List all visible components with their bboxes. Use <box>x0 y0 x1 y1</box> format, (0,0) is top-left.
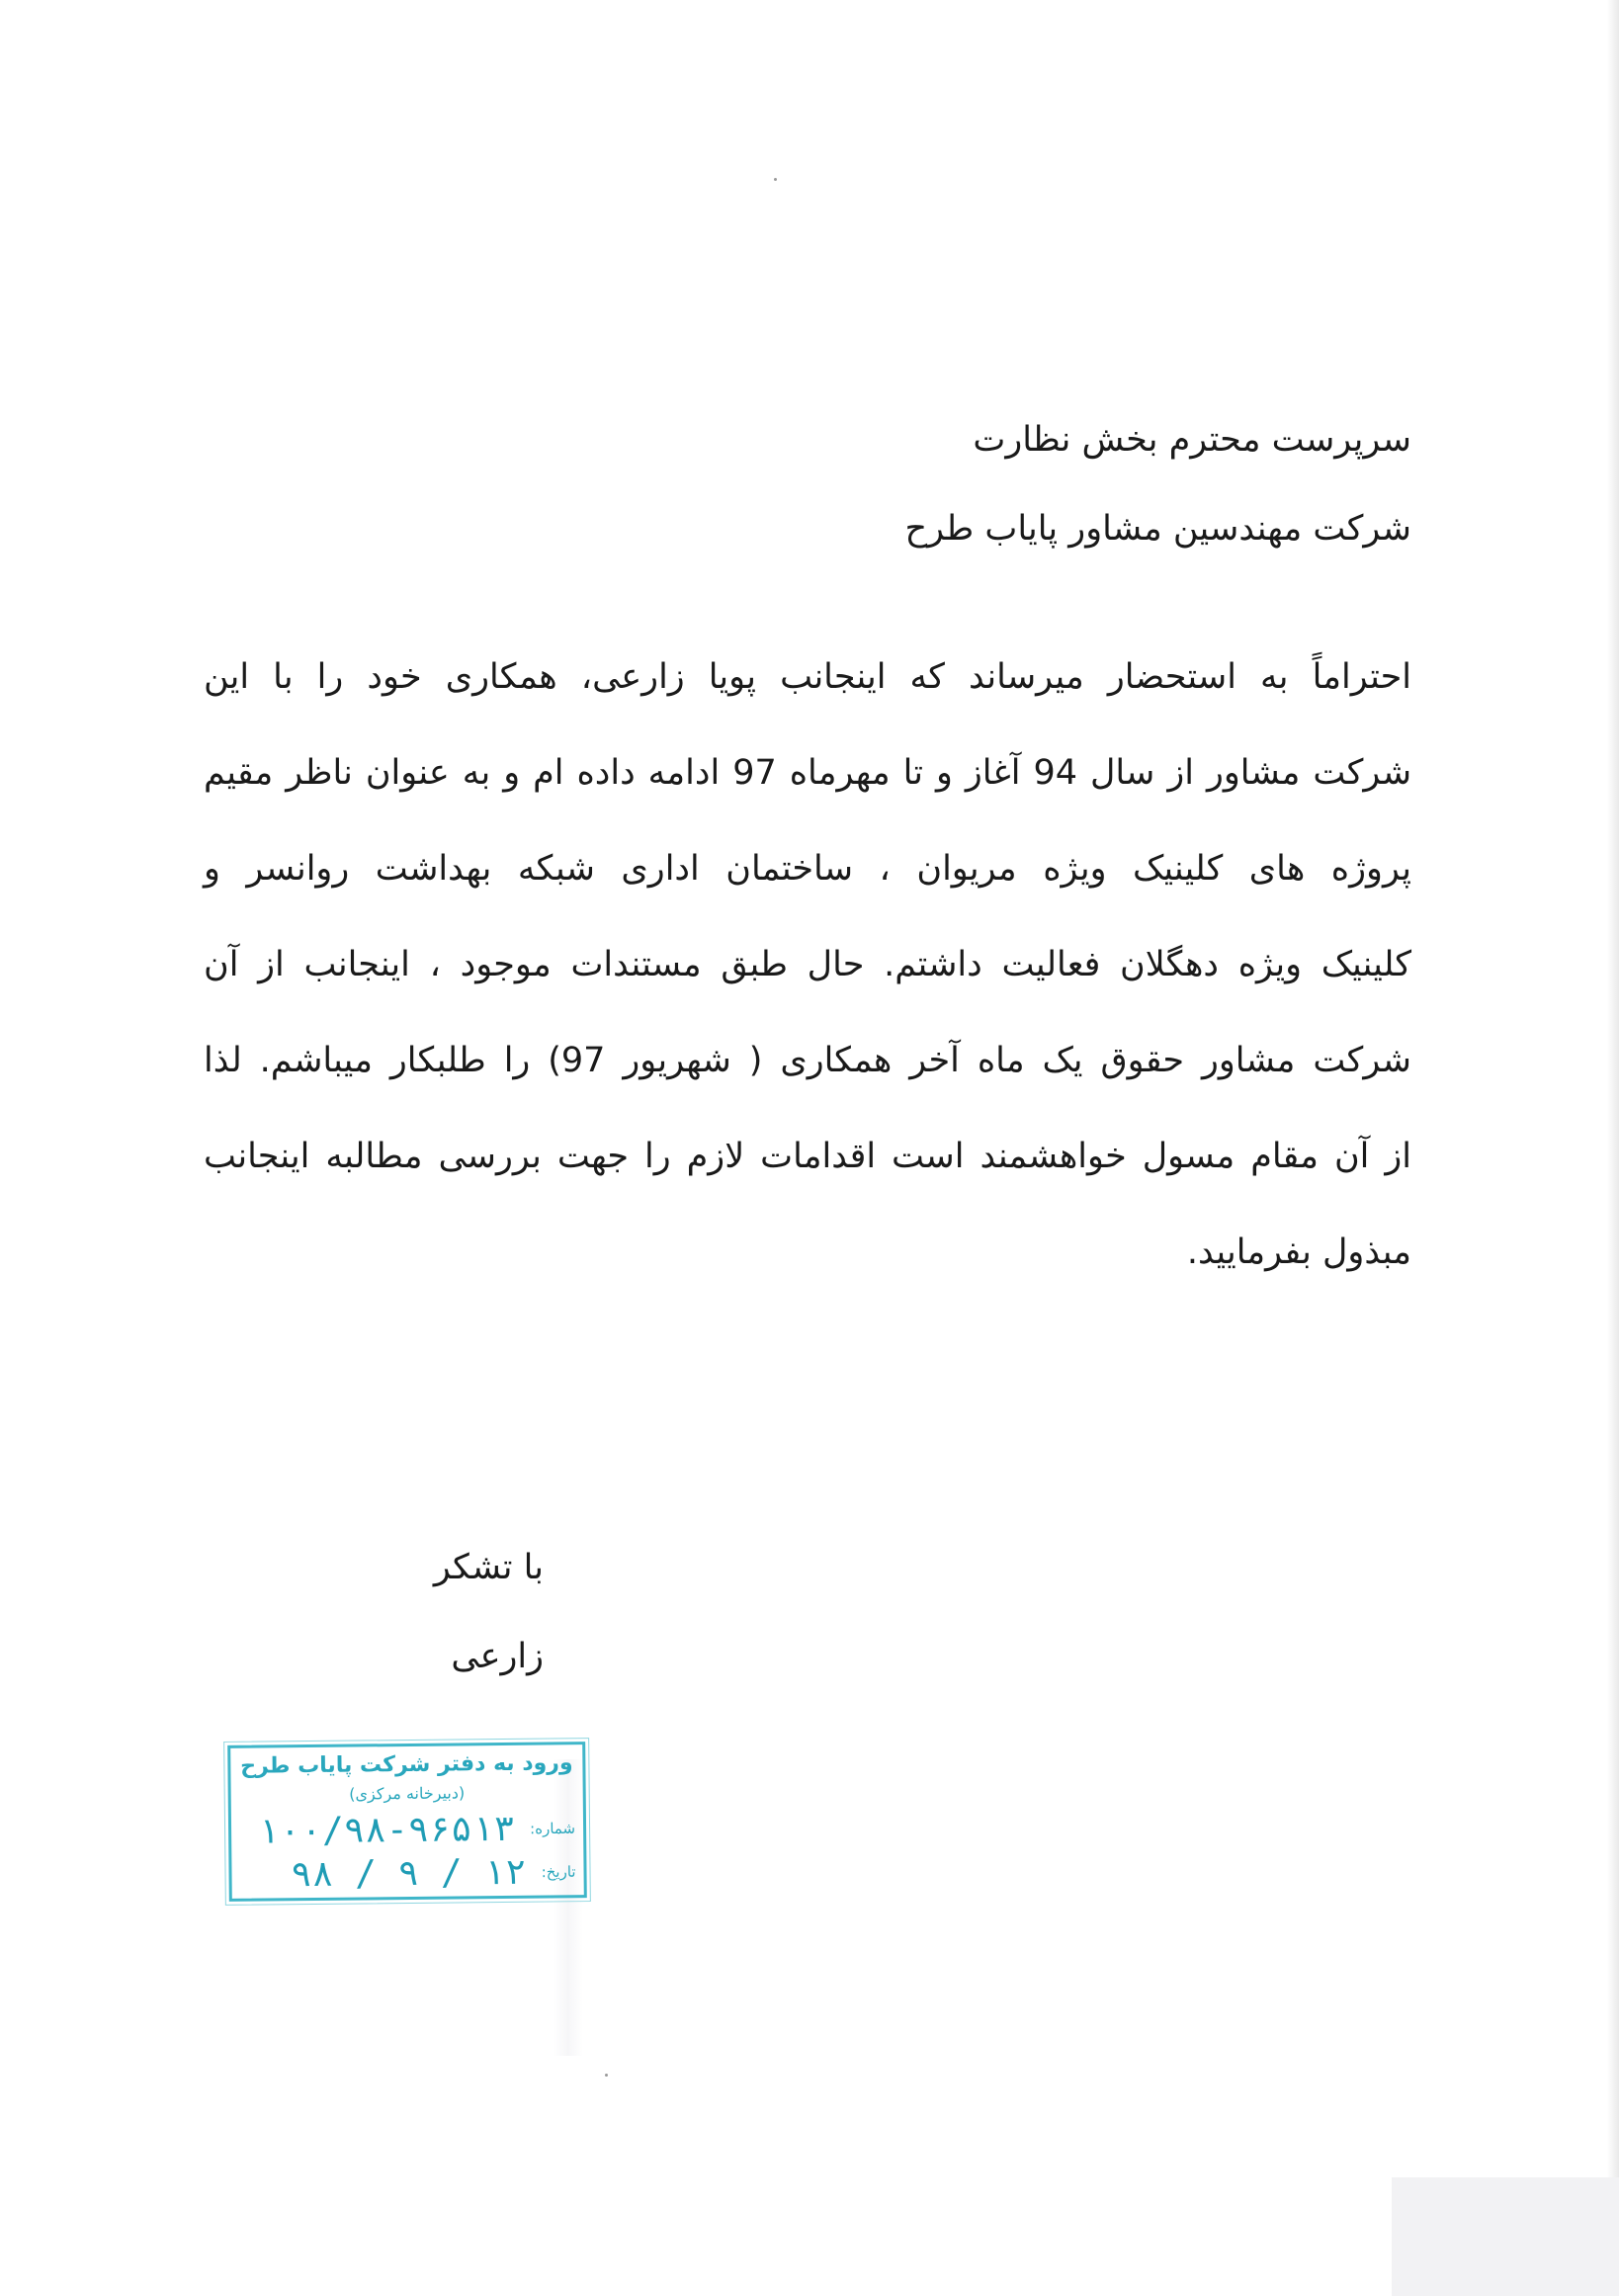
stamp-subtitle: (دبیرخانه مرکزی) <box>349 1783 466 1804</box>
recipient-title: سرپرست محترم بخش نظارت <box>973 420 1411 460</box>
stamp-number-value: ۱۰۰/۹۸-۹۶۵۱۳ <box>257 1808 516 1852</box>
body-line: احتراماً به استحضار میرساند که اینجانب پویا زارعی، همکاری خود را با این <box>204 657 1411 697</box>
body-line: کلینیک ویژه دهگلان فعالیت داشتم. حال طبق مستندات موجود ، اینجانب از آن <box>204 945 1411 984</box>
letter-body <box>204 652 1411 1323</box>
recipient-company: شرکت مهندسین مشاور پایاب طرح <box>904 509 1411 549</box>
stamp-date-value: ۹۸ / ۹ / ۱۲ <box>290 1851 527 1896</box>
stamp-title: ورود به دفتر شرکت پایاب طرح <box>240 1750 573 1779</box>
body-line: شرکت مشاور از سال 94 آغاز و تا مهرماه 97 ادامه داده ام و به عنوان ناظر مقیم <box>204 753 1412 793</box>
receipt-stamp <box>227 1742 587 1902</box>
signature-name: زارعی <box>451 1637 544 1676</box>
stamp-date-row <box>291 1851 576 1895</box>
scan-speck <box>774 178 777 181</box>
stamp-number-row <box>258 1808 576 1851</box>
body-line: پروژه های کلینیک ویژه مریوان ، ساختمان اداری شبکه بهداشت روانسر و <box>204 849 1411 889</box>
body-line: شرکت مشاور حقوق یک ماه آخر همکاری ( شهریور 97) را طلبکار میباشم. لذا <box>204 1041 1411 1080</box>
body-line: مبذول بفرمایید. <box>1186 1233 1411 1272</box>
scan-edge-shadow <box>1607 0 1619 2296</box>
stamp-number-label: شماره: <box>530 1819 576 1838</box>
scan-corner-shadow <box>1392 2177 1619 2296</box>
scan-speck <box>605 2074 608 2077</box>
body-line: از آن مقام مسول خواهشمند است اقدامات لازم را جهت بررسی مطالبه اینجانب <box>204 1137 1411 1176</box>
closing-thanks: با تشکر <box>433 1548 544 1587</box>
stamp-date-label: تاریخ: <box>541 1862 576 1882</box>
